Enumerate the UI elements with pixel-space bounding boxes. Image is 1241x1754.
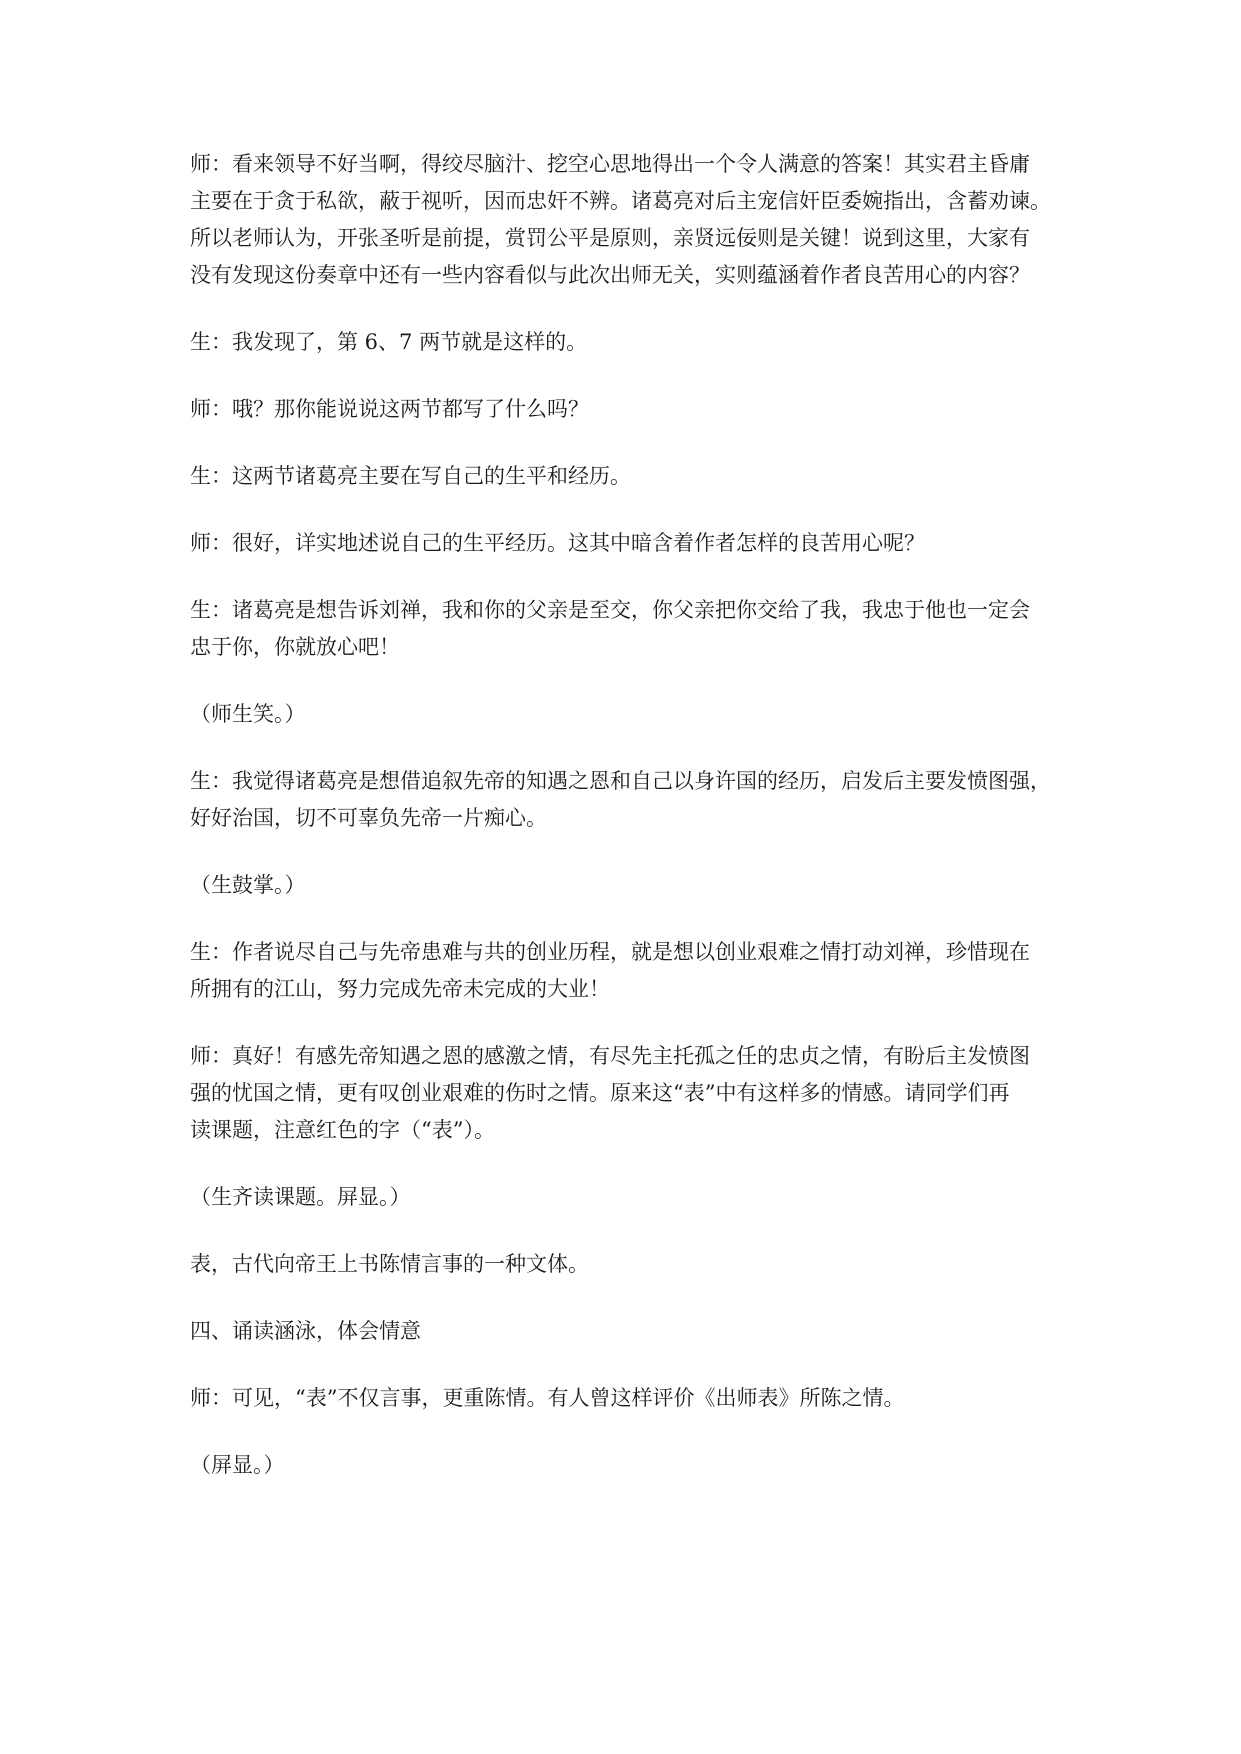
- text-line: 师：真好！有感先帝知遇之恩的感激之情，有尽先主托孤之任的忠贞之情，有盼后主发愤图: [190, 1044, 1030, 1068]
- text-line: 好好治国，切不可辜负先帝一片痴心。: [190, 806, 547, 830]
- text-line: （屏显。）: [190, 1453, 285, 1477]
- text-line: （师生笑。）: [190, 702, 306, 726]
- document-body: [190, 146, 1058, 1514]
- paragraph: [190, 763, 1058, 837]
- paragraph: [190, 1246, 1058, 1283]
- paragraph: [190, 1038, 1058, 1149]
- text-line: 所以老师认为，开张圣听是前提，赏罚公平是原则，亲贤远佞则是关键！说到这里，大家有: [190, 226, 1030, 250]
- text-line: 四、诵读涵泳，体会情意: [190, 1319, 421, 1343]
- text-line: 师：很好，详实地述说自己的生平经历。这其中暗含着作者怎样的良苦用心呢？: [190, 531, 925, 555]
- paragraph: [190, 867, 1058, 904]
- paragraph: [190, 592, 1058, 666]
- paragraph: [190, 1380, 1058, 1417]
- paragraph: [190, 525, 1058, 562]
- text-line: 所拥有的江山，努力完成先帝未完成的大业！: [190, 977, 610, 1001]
- text-line: 生：作者说尽自己与先帝患难与共的创业历程，就是想以创业艰难之情打动刘禅，珍惜现在: [190, 940, 1030, 964]
- text-line: 忠于你，你就放心吧！: [190, 635, 400, 659]
- text-line: 师：可见，“表”不仅言事，更重陈情。有人曾这样评价《出师表》所陈之情。: [190, 1386, 905, 1410]
- paragraph: [190, 146, 1058, 294]
- paragraph: [190, 458, 1058, 495]
- text-line: 表，古代向帝王上书陈情言事的一种文体。: [190, 1252, 589, 1276]
- text-line: 没有发现这份奏章中还有一些内容看似与此次出师无关，实则蕴涵着作者良苦用心的内容？: [190, 263, 1030, 287]
- text-line: 主要在于贪于私欲，蔽于视听，因而忠奸不辨。诸葛亮对后主宠信奸臣委婉指出，含蓄劝谏。: [190, 189, 1051, 213]
- text-line: （生鼓掌。）: [190, 873, 306, 897]
- paragraph: [190, 1447, 1058, 1484]
- text-line: 师：哦？那你能说说这两节都写了什么吗？: [190, 397, 589, 421]
- paragraph: [190, 391, 1058, 428]
- paragraph: [190, 1179, 1058, 1216]
- text-line: 生：我发现了，第 6、7 两节就是这样的。: [190, 330, 588, 354]
- paragraph: [190, 934, 1058, 1008]
- text-line: （生齐读课题。屏显。）: [190, 1185, 411, 1209]
- text-line: 强的忧国之情，更有叹创业艰难的伤时之情。原来这“表”中有这样多的情感。请同学们再: [190, 1081, 1010, 1105]
- text-line: 生：诸葛亮是想告诉刘禅，我和你的父亲是至交，你父亲把你交给了我，我忠于他也一定会: [190, 598, 1030, 622]
- text-line: 生：我觉得诸葛亮是想借追叙先帝的知遇之恩和自己以身许国的经历，启发后主要发愤图强，: [190, 769, 1051, 793]
- paragraph: [190, 696, 1058, 733]
- text-line: 读课题，注意红色的字（“表”）。: [190, 1118, 495, 1142]
- text-line: 生：这两节诸葛亮主要在写自己的生平和经历。: [190, 464, 631, 488]
- section-heading: [190, 1313, 1058, 1350]
- paragraph: [190, 324, 1058, 361]
- text-line: 师：看来领导不好当啊，得绞尽脑汁、挖空心思地得出一个令人满意的答案！其实君主昏庸: [190, 152, 1030, 176]
